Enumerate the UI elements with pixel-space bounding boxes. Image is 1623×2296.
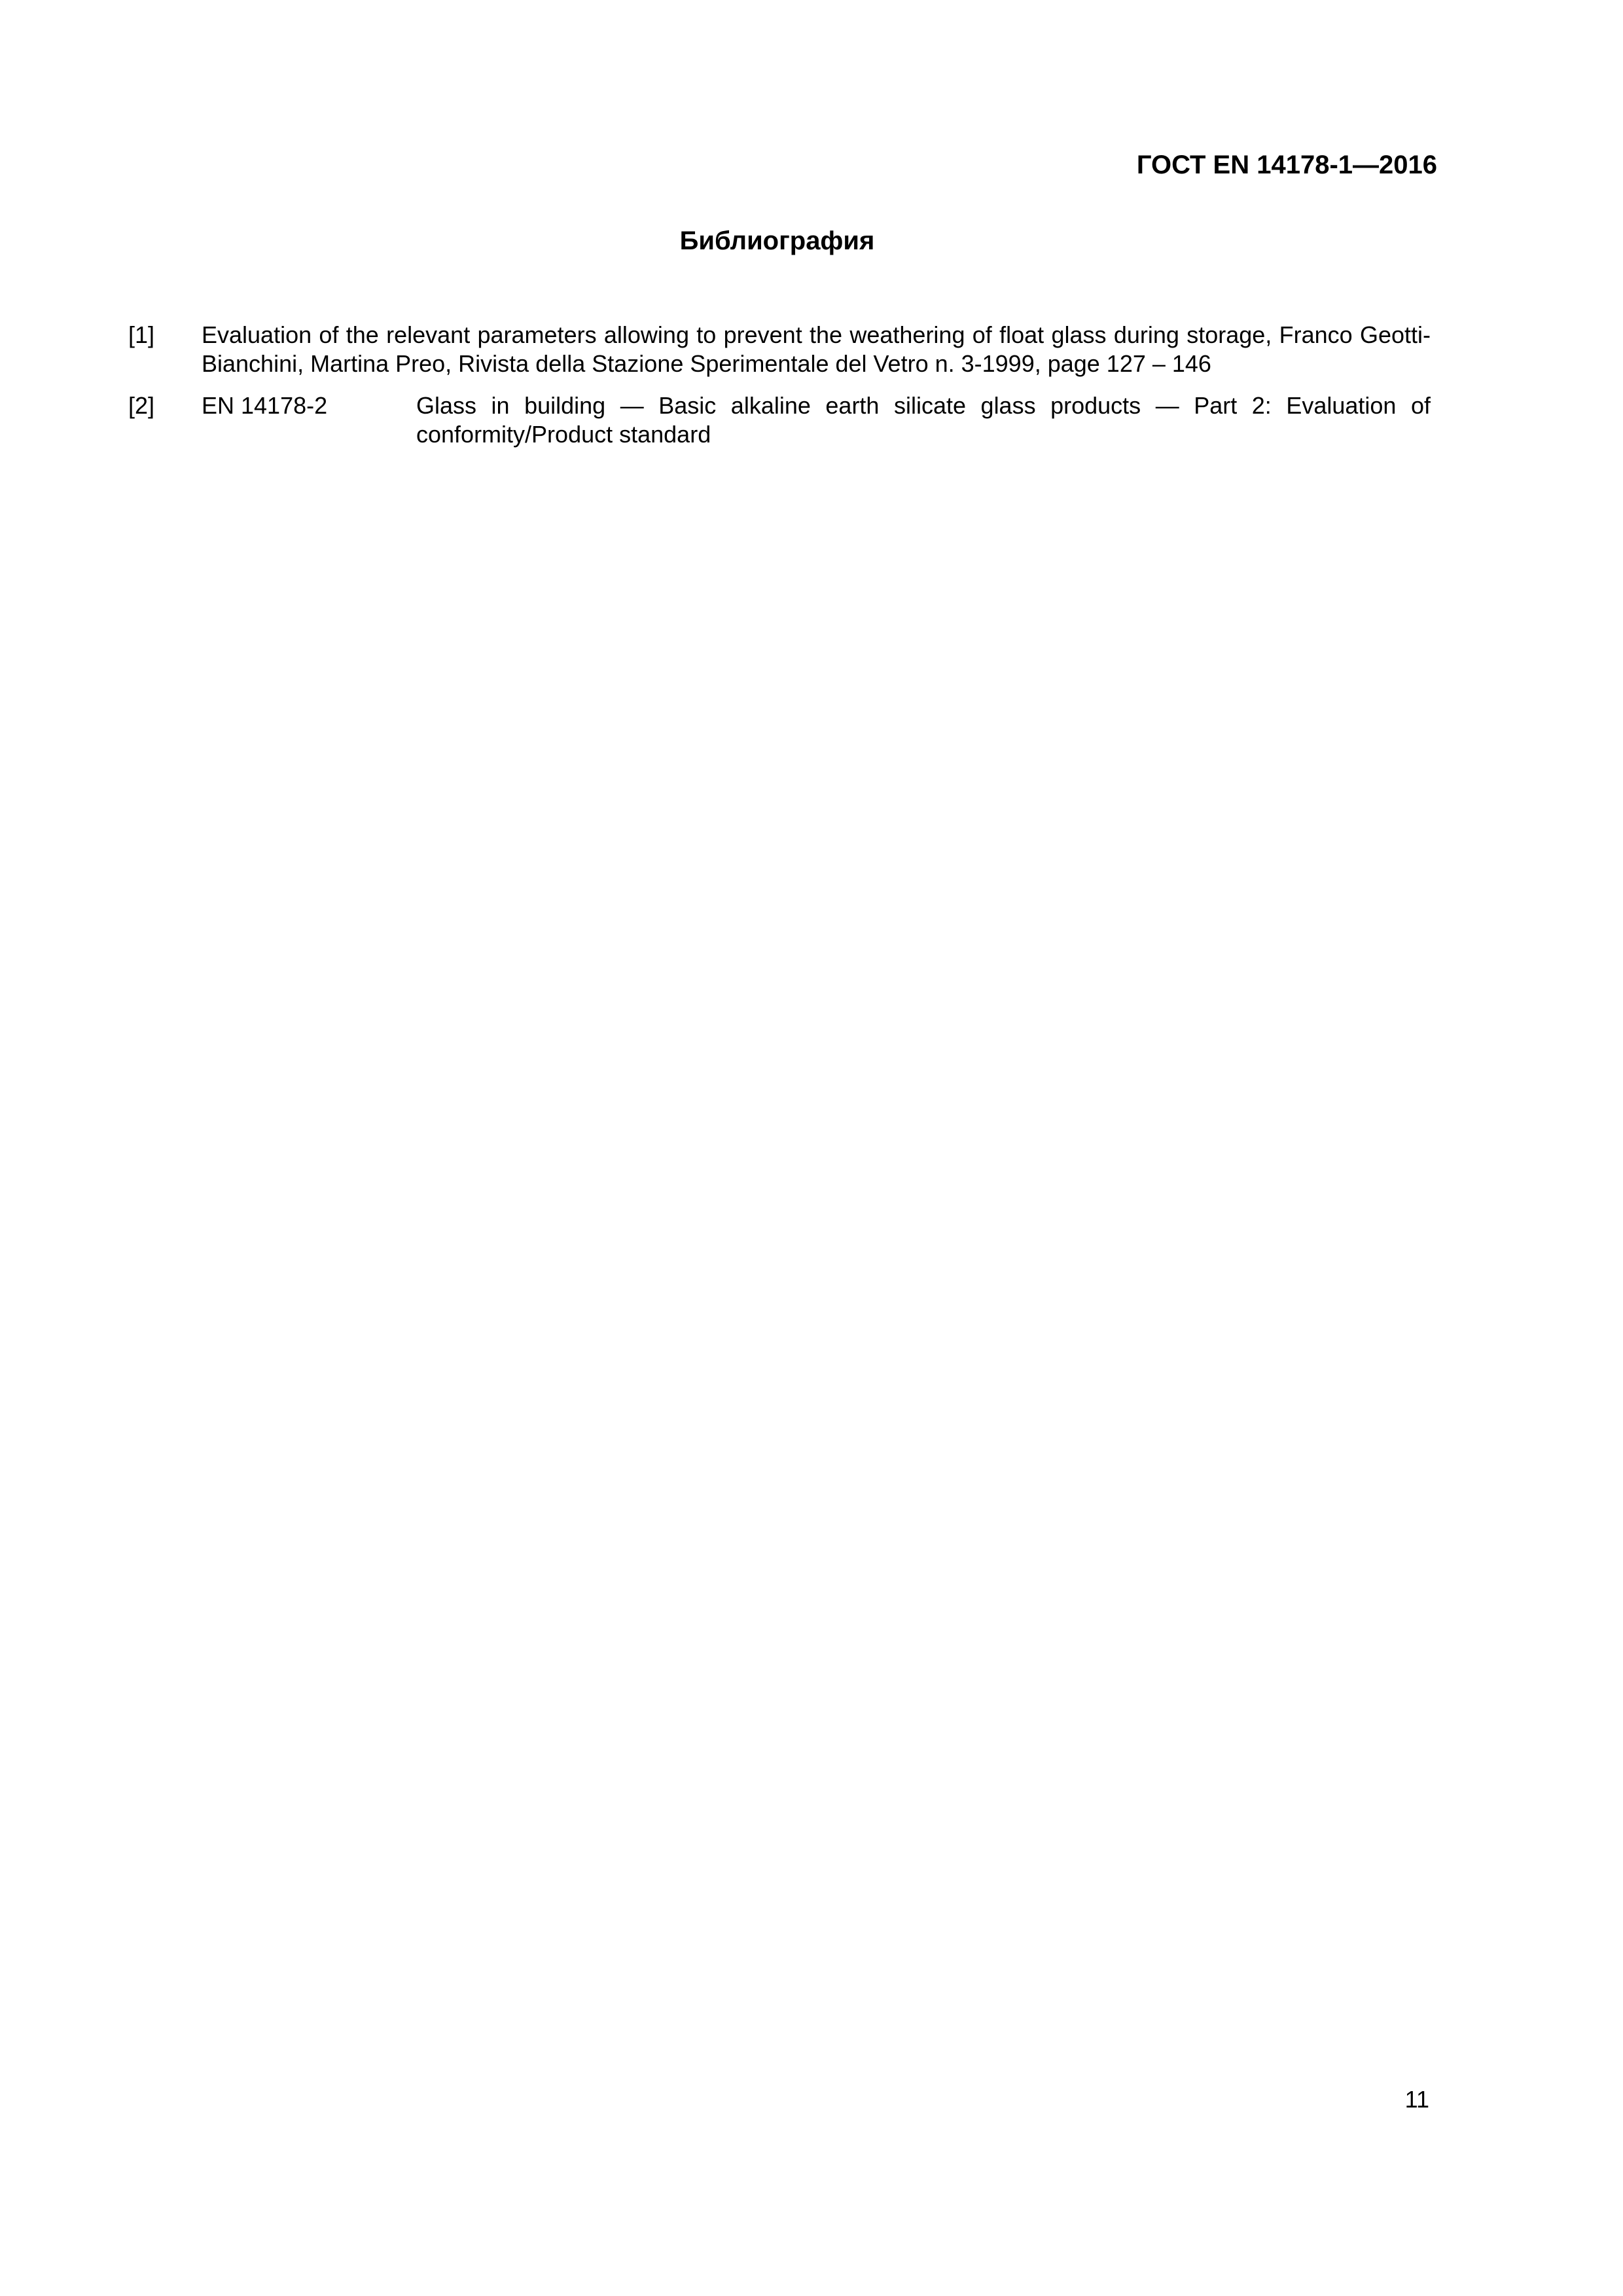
bibliography-entry-number: [1] [128,321,155,348]
bibliography-entry [128,391,1431,449]
document-code-header: ГОСТ EN 14178-1—2016 [1136,151,1437,179]
bibliography-entry-code: EN 14178-2 [202,392,328,419]
page-number: 11 [1404,2086,1429,2113]
bibliography-list [128,321,1431,462]
bibliography-entry-text: Evaluation of the relevant parameters allowing to prevent the weathering of float glass during storage, Franco Geotti-Bianchini, Martina Preo, Rivista della Stazione Sperimentale del Vetro n. 3-1999, page 127 – 146 [202,321,1431,377]
bibliography-entry [128,321,1431,378]
bibliography-entry-number: [2] [128,392,155,419]
bibliography-entry-text: Glass in building — Basic alkaline earth silicate glass products — Part 2: Evaluation of conformity/Product standard [416,392,1431,448]
section-title: Библиография [679,226,875,255]
